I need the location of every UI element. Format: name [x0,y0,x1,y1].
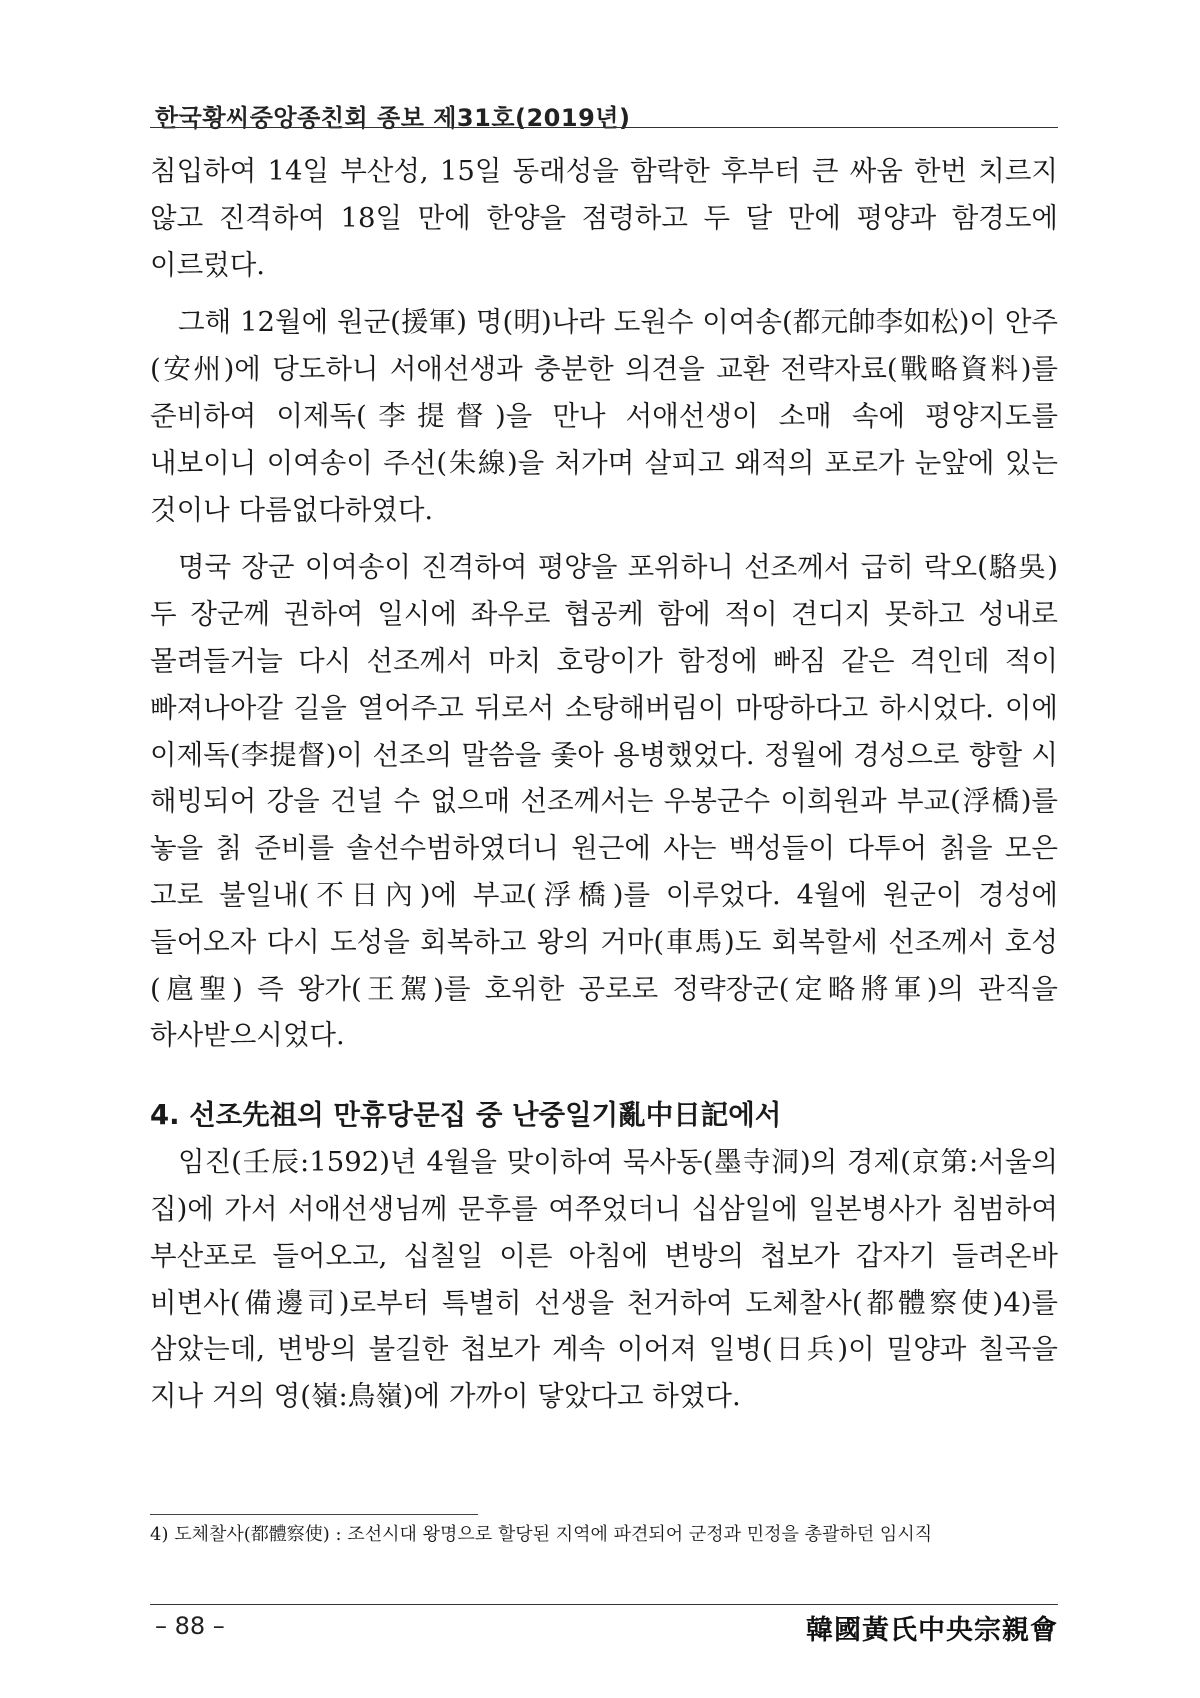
footer-divider [150,1604,1058,1605]
footnote [150,1522,1058,1548]
body-paragraph-2: 그해 12월에 원군(援軍) 명(明)나라 도원수 이여송(都元帥李如松)이 안주(安州)에 당도하니 서애선생과 충분한 의견을 교환 전략자료(戰略資料)를 준비하여 이제독(李提督)을 만나 서애선생이 소매 속에 평양지도를 내보이니 이여송이 주선(朱線)을 처가며 살피고 왜적의 포로가 눈앞에 있는 것이나 다름없다하였다. [150,306,1058,526]
article-body [150,148,1058,1420]
section-paragraph: 임진(壬辰:1592)년 4월을 맞이하여 묵사동(墨寺洞)의 경제(京第:서울의 집)에 가서 서애선생님께 문후를 여쭈었더니 십삼일에 일본병사가 침범하여 부산포로 들어오고, 십칠일 이른 아침에 변방의 첩보가 갑자기 들려온바 비변사(備邊司)로부터 특별히 선생을 천거하여 도체찰사(都體察使)4)를 삼았는데, 변방의 불길한 첩보가 계속 이어져 일병(日兵)이 밀양과 칠곡을 지나 거의 영(嶺:鳥嶺)에 가까이 닿았다고 하였다. [150,1146,1058,1413]
page-number: – 88 – [155,1612,225,1640]
section-heading: 4. 선조先祖의 만휴당문집 중 난중일기亂中日記에서 [150,1099,782,1132]
page-header-title: 한국황씨중앙종친회 종보 제31호(2019년) [155,104,631,132]
body-paragraph-1: 침입하여 14일 부산성, 15일 동래성을 함락한 후부터 큰 싸움 한번 치르지 않고 진격하여 18일 만에 한양을 점령하고 두 달 만에 평양과 함경도에 이르렀다. [150,155,1058,281]
footer-organization-name: 韓國黃氏中央宗親會 [806,1615,1058,1646]
footnote-divider [150,1514,478,1515]
body-paragraph-3: 명국 장군 이여송이 진격하여 평양을 포위하니 선조께서 급히 락오(駱吳) 두 장군께 권하여 일시에 좌우로 협공케 함에 적이 견디지 못하고 성내로 몰려들거늘 다시 선조께서 마치 호랑이가 함정에 빠짐 같은 격인데 적이 빠져나아갈 길을 열어주고 뒤로서 소탕해버림이 마땅하다고 하시었다. 이에 이제독(李提督)이 선조의 말씀을 좇아 용병했었다. 정월에 경성으로 향할 시 해빙되어 강을 건널 수 없으매 선조께서는 우봉군수 이희원과 부교(浮橋)를 놓을 칡 준비를 솔선수범하였더니 원근에 사는 백성들이 다투어 칡을 모은 고로 불일내(不日內)에 부교(浮橋)를 이루었다. 4월에 원군이 경성에 들어오자 다시 도성을 회복하고 왕의 거마(車馬)도 회복할세 선조께서 호성(扈聖) 즉 왕가(王駕)를 호위한 공로로 정략장군(定略將軍)의 관직을 하사받으시었다. [150,551,1059,1052]
header-divider [150,127,1058,128]
footnote-text: 4) 도체찰사(都體察使) : 조선시대 왕명으로 할당된 지역에 파견되어 군정과 민정을 총괄하던 임시직 [150,1524,933,1545]
